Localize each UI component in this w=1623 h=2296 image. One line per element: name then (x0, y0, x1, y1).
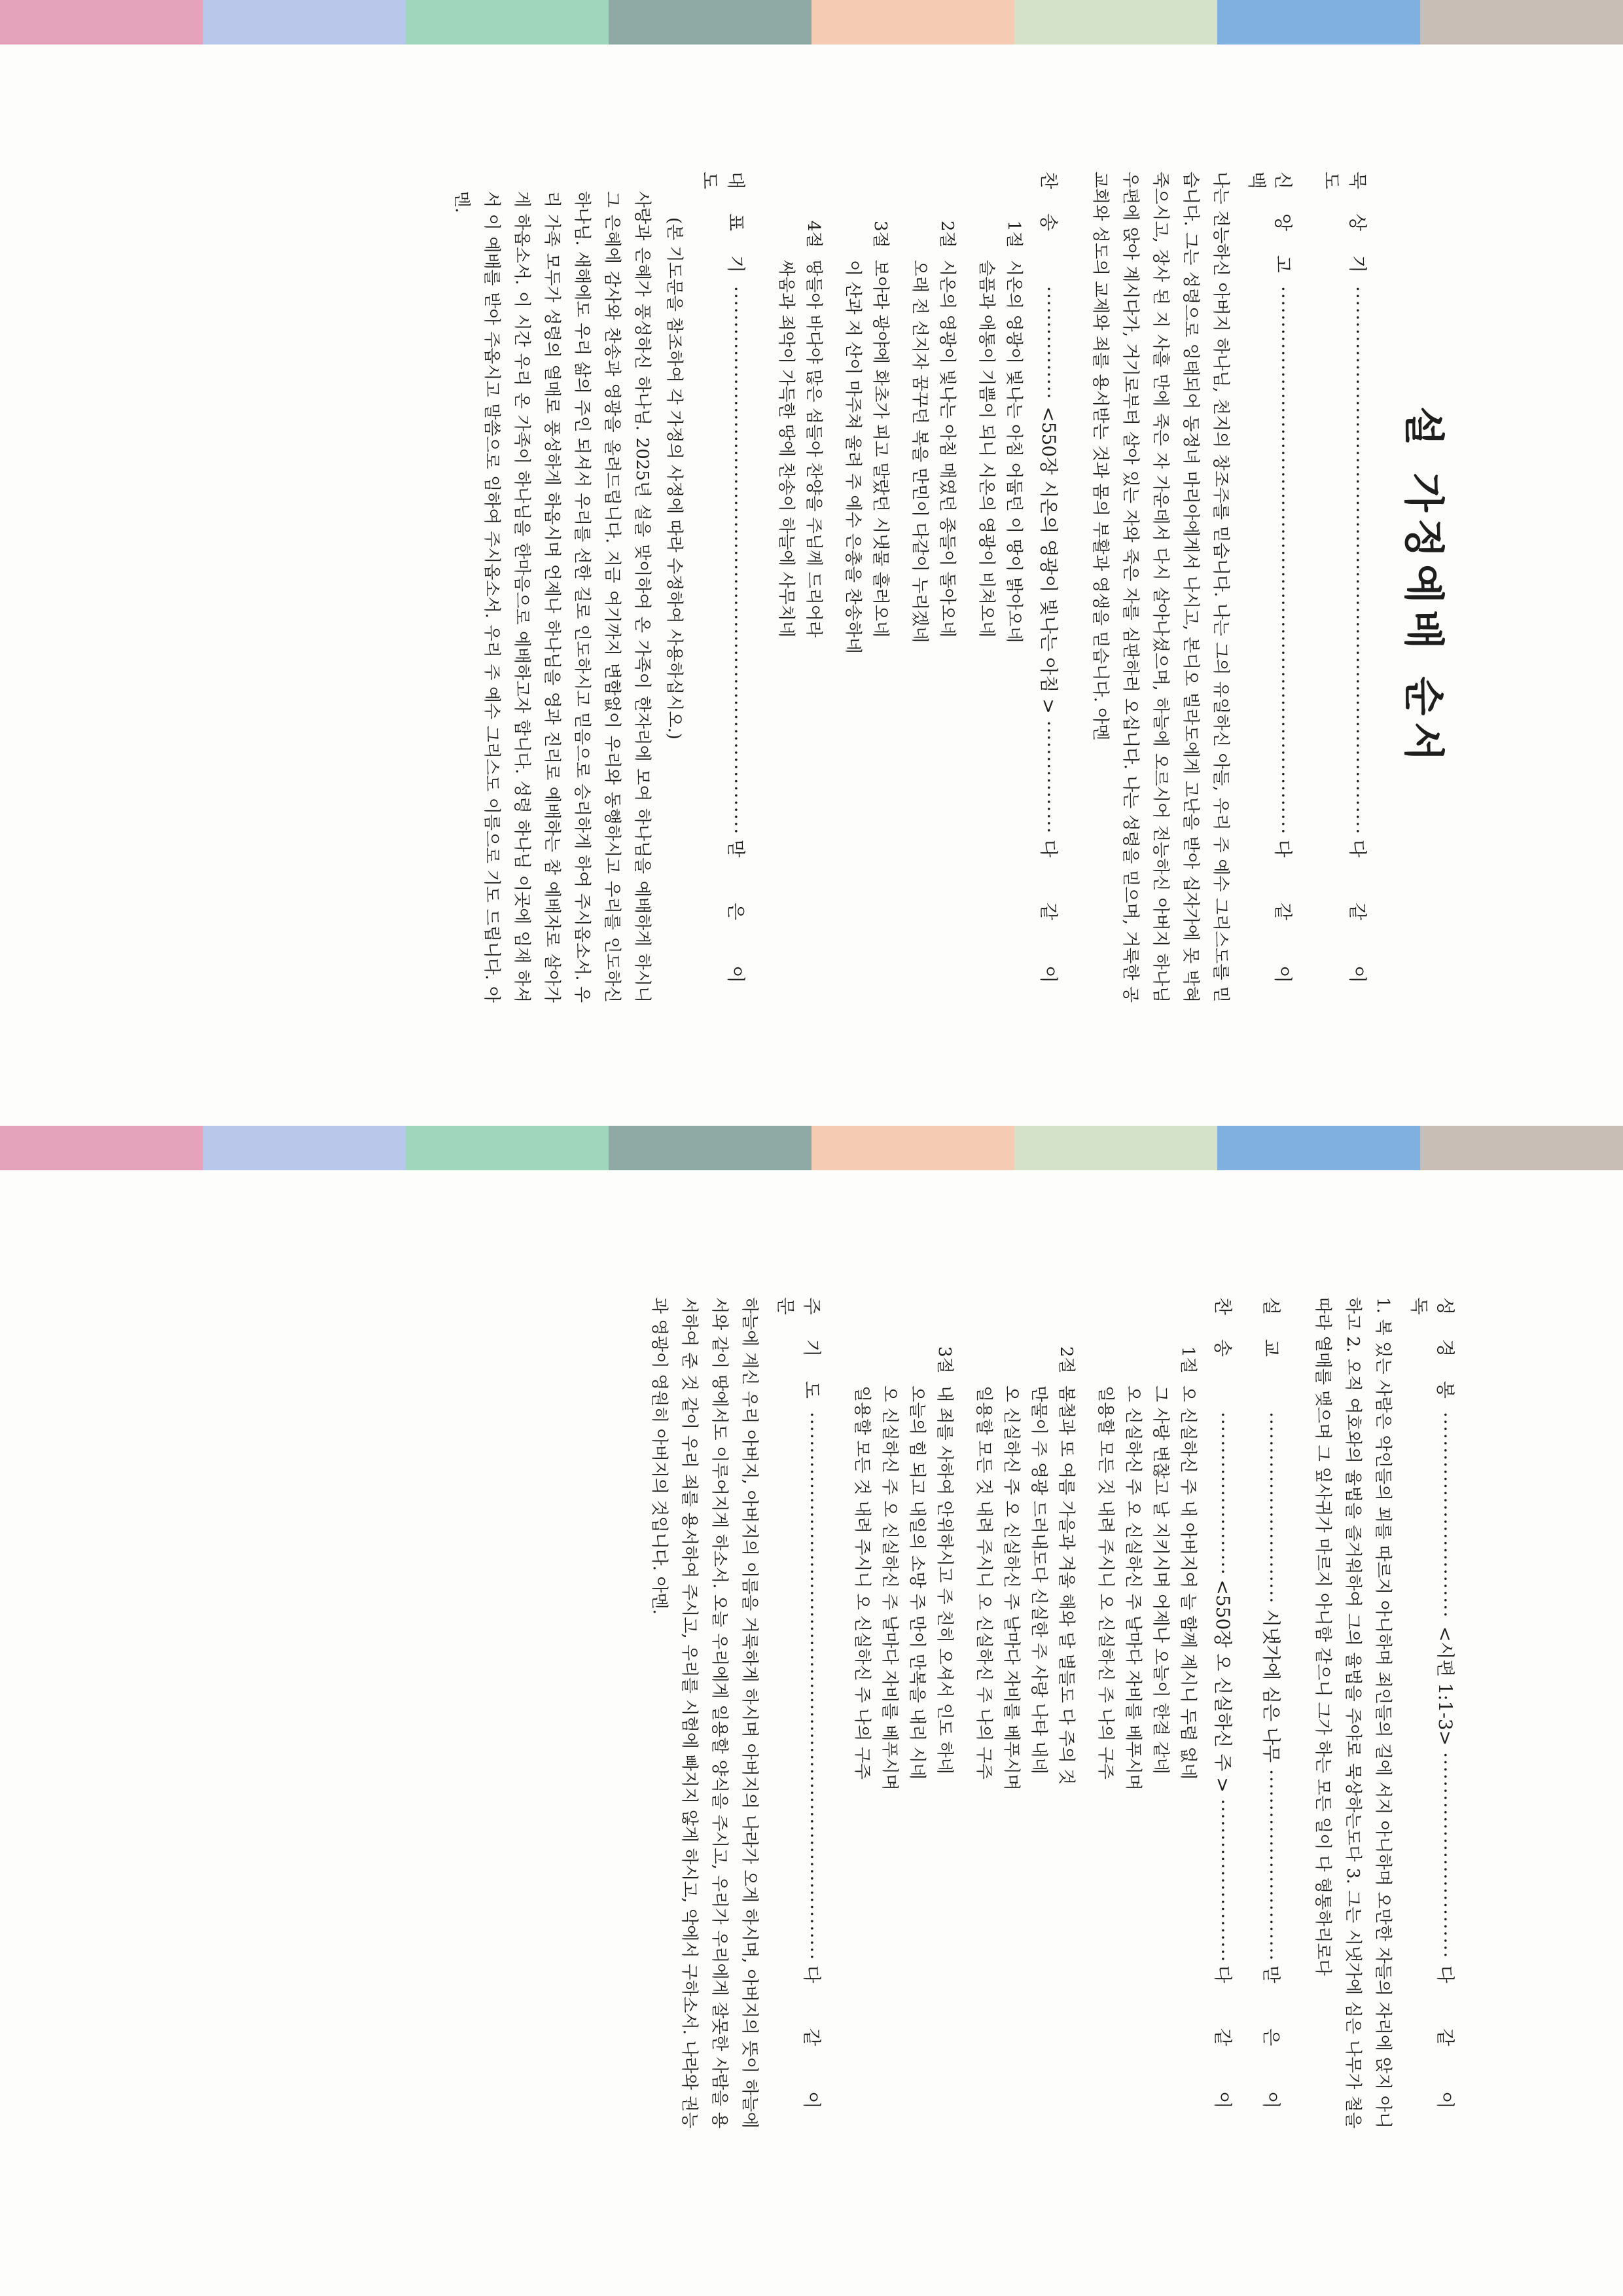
verse-line: 오늘의 힘 되고 내일의 소망 주 만이 만복을 내리 시네 (907, 1386, 927, 1780)
verse-line: 오 신실하신 주 오 신실하신 주 날마다 자비를 베푸시며 (1123, 1386, 1143, 1791)
leader-dots (1260, 1769, 1282, 1960)
verse-line: 오 신실하신 주 오 신실하신 주 날마다 자비를 베푸시며 (1001, 1386, 1021, 1791)
color-bar-segment (609, 0, 812, 45)
verse-line: 일용할 모든 것 내려 주시니 오 신실하신 주 나의 구주 (852, 1386, 872, 1780)
color-bar-segment (609, 1126, 812, 1170)
section-label: 성 경 봉 독 (1408, 1297, 1456, 1408)
hymn-verse (972, 221, 1027, 1003)
hymn-verse (839, 221, 894, 1003)
leader-dots (801, 1412, 823, 1960)
section-label: 대 표 기 도 (699, 171, 747, 282)
verse-line: 슬픔과 애통이 기쁨이 되니 시온의 영광이 비쳐오네 (976, 260, 996, 638)
color-bar-segment (1217, 1126, 1420, 1170)
leader-dots (1212, 1412, 1234, 1573)
verse-line: 시온의 영광이 빛나는 아침 어둡던 이 땅이 밝아오네 (1004, 260, 1024, 643)
verse-line: 일용할 모든 것 내려 주시니 오 신실하신 주 나의 구주 (974, 1386, 993, 1780)
section-lords-prayer (774, 1297, 826, 2128)
scripture-text: 1. 복 있는 사람은 악인들의 꾀를 따르지 아니하며 죄인들의 길에 서지 아니하며 오만한 자들의 자리에 앉지 아니하고 2. 오직 여호와의 율법을 즐거워하여 그의 율법을 주야로 묵상하는도다 3. 그는 시냇가에 심은 나무가 철을 따라 열매를 맺으며 그 잎사귀가 마르지 아니함 같으니 그가 하는 모든 일이 다 형통하리로다 (1313, 1297, 1393, 2128)
leader-dots (1038, 286, 1060, 400)
section-leader: 다 같 이 (1435, 1965, 1456, 2128)
worship-order-page-2 (0, 1173, 1623, 2250)
color-bar-segment (1420, 1126, 1623, 1170)
leader-dots (1038, 721, 1060, 834)
hymn-title: <550장 오 신실하신 주 > (1212, 1579, 1234, 1793)
section-label: 주 기 도 문 (775, 1297, 823, 1408)
section-sermon (1259, 1297, 1285, 2128)
section-creed (1245, 171, 1297, 1003)
section-leader: 다 같 이 (801, 1965, 823, 2128)
leader-dots (1435, 1752, 1456, 1960)
verse-line: 만물이 주 영광 드러내도다 신실한 주 사랑 나타 내네 (1029, 1386, 1048, 1774)
section-label: 설 교 (1260, 1297, 1282, 1366)
prayer-note: (본 기도문을 참조하여 각 가정의 사정에 따라 수정하여 사용하십시오.) (664, 217, 684, 740)
verse-line: 이 산과 저 산이 마주쳐 울려 주 예수 은총을 찬송하네 (843, 260, 863, 654)
verse-line: 그 사랑 변찮고 날 지키시며 어제나 오늘이 한결 같네 (1150, 1386, 1170, 1774)
verse-number: 2절 (1056, 1346, 1076, 1374)
verse-line: 내 죄를 사하여 안위하시고 주 친히 오셔서 인도 하네 (935, 1386, 954, 1774)
verse-line: 싸움과 죄악이 가득한 땅에 찬송이 하늘에 사무치네 (776, 260, 796, 638)
verse-number: 1절 (1178, 1346, 1198, 1374)
hymn-verse (772, 221, 827, 1003)
verse-line: 오 신실하신 주 내 아버지여 늘 함께 계시니 두렴 없네 (1178, 1386, 1198, 1780)
creed-text: 나는 전능하신 아버지 하나님, 천지의 창조주를 믿습니다. 나는 그의 유일하신 아들, 우리 주 예수 그리스도를 믿습니다. 그는 성령으로 잉태되어 동정녀 마리아에게서 나시고, 본디오 빌라도에게 고난을 받아 십자가에 못 박혀 죽으시고, 장사 된 지 사흘 만에 죽은 자 가운데서 다시 살아나셨으며, 하늘에 오르시어 전능하신 아버지 하나님 우편에 앉아 계시다가, 거기로부터 살아 있는 자와 죽은 자를 심판하러 오십니다. 나는 성령을 믿으며, 거룩한 공교회와 성도의 교제와 죄를 용서받는 것과 몸의 부활과 영생을 믿습니다. 아멘 (1090, 171, 1230, 1003)
color-bar-segment (406, 1126, 609, 1170)
verse-line: 오래 전 선지자 꿈꾸던 복을 만민이 다같이 누리겠네 (910, 260, 929, 643)
verse-line: 땅들아 바다야 많은 섬들아 찬양을 주님께 드리어라 (804, 260, 823, 638)
bottom-color-bar (0, 1126, 1623, 1170)
section-leader: 맏 은 이 (725, 840, 747, 1003)
section-label: 찬 송 (1212, 1297, 1234, 1366)
verse-line: 봄철과 또 여름 가을과 겨울 해와 달 별들도 다 주의 것 (1056, 1386, 1076, 1785)
verse-number: 4절 (804, 221, 823, 248)
leader-dots (1347, 286, 1368, 834)
section-representative-prayer (698, 171, 750, 1003)
top-color-bar (0, 0, 1623, 45)
leader-dots (1435, 1412, 1456, 1620)
color-bar-segment (812, 0, 1014, 45)
sermon-title: 시냇가에 심은 나무 (1260, 1609, 1282, 1763)
verse-number: 1절 (1004, 221, 1024, 248)
verse-line: 보아라 광야에 화초가 피고 말랐던 시냇물 흘러오네 (870, 260, 890, 638)
lords-prayer-text: 하늘에 계신 우리 아버지, 아버지의 이름을 거룩하게 하시며 아버지의 나라가 오게 하시며, 아버지의 뜻이 하늘에서와 같이 땅에서도 이루어지게 하소서. 오늘 우리에게 일용할 양식을 주시고, 우리가 우리에게 잘못한 사람을 용서하여 준 것 같이 우리 죄를 용서하여 주시고, 우리를 시험에 빠지지 않게 하시고, 악에서 구하소서. 나라와 권능과 영광이 영원히 아버지의 것입니다. 아멘. (649, 1297, 759, 2128)
leader-dots (725, 286, 747, 834)
hymn-title: <550장 시온의 영광이 빛나는 아침 > (1038, 406, 1060, 714)
color-bar-segment (1420, 0, 1623, 45)
verse-number: 2절 (937, 221, 957, 248)
color-bar-segment (406, 0, 609, 45)
color-bar-segment (1014, 0, 1217, 45)
color-bar-segment (203, 0, 406, 45)
color-bar-segment (0, 1126, 203, 1170)
leader-dots (1212, 1799, 1234, 1960)
scripture-reference: <시편 1:1-3> (1435, 1626, 1456, 1746)
color-bar-segment (812, 1126, 1014, 1170)
section-leader: 다 같 이 (1272, 840, 1294, 1003)
verse-number: 3절 (870, 221, 890, 248)
section-leader: 맏 은 이 (1260, 1965, 1282, 2128)
hymn-verse (848, 1346, 958, 2128)
verse-line: 오 신실하신 주 오 신실하신 주 날마다 자비를 베푸시며 (880, 1386, 899, 1791)
verse-line: 일용할 모든 것 내려 주시니 오 신실하신 주 나의 구주 (1096, 1386, 1115, 1780)
section-silent-prayer (1319, 171, 1372, 1003)
color-bar-segment (1014, 1126, 1217, 1170)
hymn-verse (970, 1346, 1080, 2128)
color-bar-segment (203, 1126, 406, 1170)
section-hymn (1037, 171, 1063, 1003)
color-bar-segment (1217, 0, 1420, 45)
section-label: 찬 송 (1038, 171, 1060, 240)
section-hymn (1211, 1297, 1237, 2128)
prayer-text: 사랑과 은혜가 풍성하신 하나님. 2025년 설을 맞이하여 온 가족이 한자리에 모여 하나님을 예배하게 하시니 그 은혜에 감사와 찬송과 영광을 올려드립니다. 지금 여기까지 변함없이 우리와 동행하시고 우리를 인도하신 하나님. 새해에도 우리 삶의 주인 되셔서 우리를 선한 길로 인도하시고 믿음으로 승리하게 하여 주시옵소서. 우리 가족 모두가 성령의 열매로 풍성하게 하옵시며 언제나 하나님을 영과 진리로 예배하는 참 예배자로 살아가게 하옵소서. 이 시간 우리 온 가족이 하나님을 한마음으로 예배하고자 합니다. 성령 하나님 이곳에 임재 하셔서 이 예배를 받아 주옵시고 말씀으로 임하여 주시옵소서. 우리 주 예수 그리스도 이름으로 기도 드립니다. 아멘. (452, 191, 652, 1003)
section-leader: 다 같 이 (1347, 840, 1368, 1003)
section-leader: 다 같 이 (1212, 1965, 1234, 2128)
hymn-verse (1092, 1346, 1202, 2128)
verse-number: 3절 (935, 1346, 954, 1374)
worship-order-page-1 (0, 47, 1623, 1124)
section-scripture (1407, 1297, 1459, 2128)
hymn-verse (906, 221, 961, 1003)
page-title: 설 가정예배 순서 (1400, 406, 1448, 768)
section-label: 묵 상 기 도 (1321, 171, 1368, 282)
section-leader: 다 같 이 (1038, 840, 1060, 1003)
leader-dots (1272, 286, 1294, 834)
verse-line: 시온의 영광이 빛나는 아침 매였던 종들이 돌아오네 (937, 260, 957, 638)
color-bar-segment (0, 0, 203, 45)
section-label: 신 앙 고 백 (1246, 171, 1294, 282)
leader-dots (1260, 1412, 1282, 1603)
